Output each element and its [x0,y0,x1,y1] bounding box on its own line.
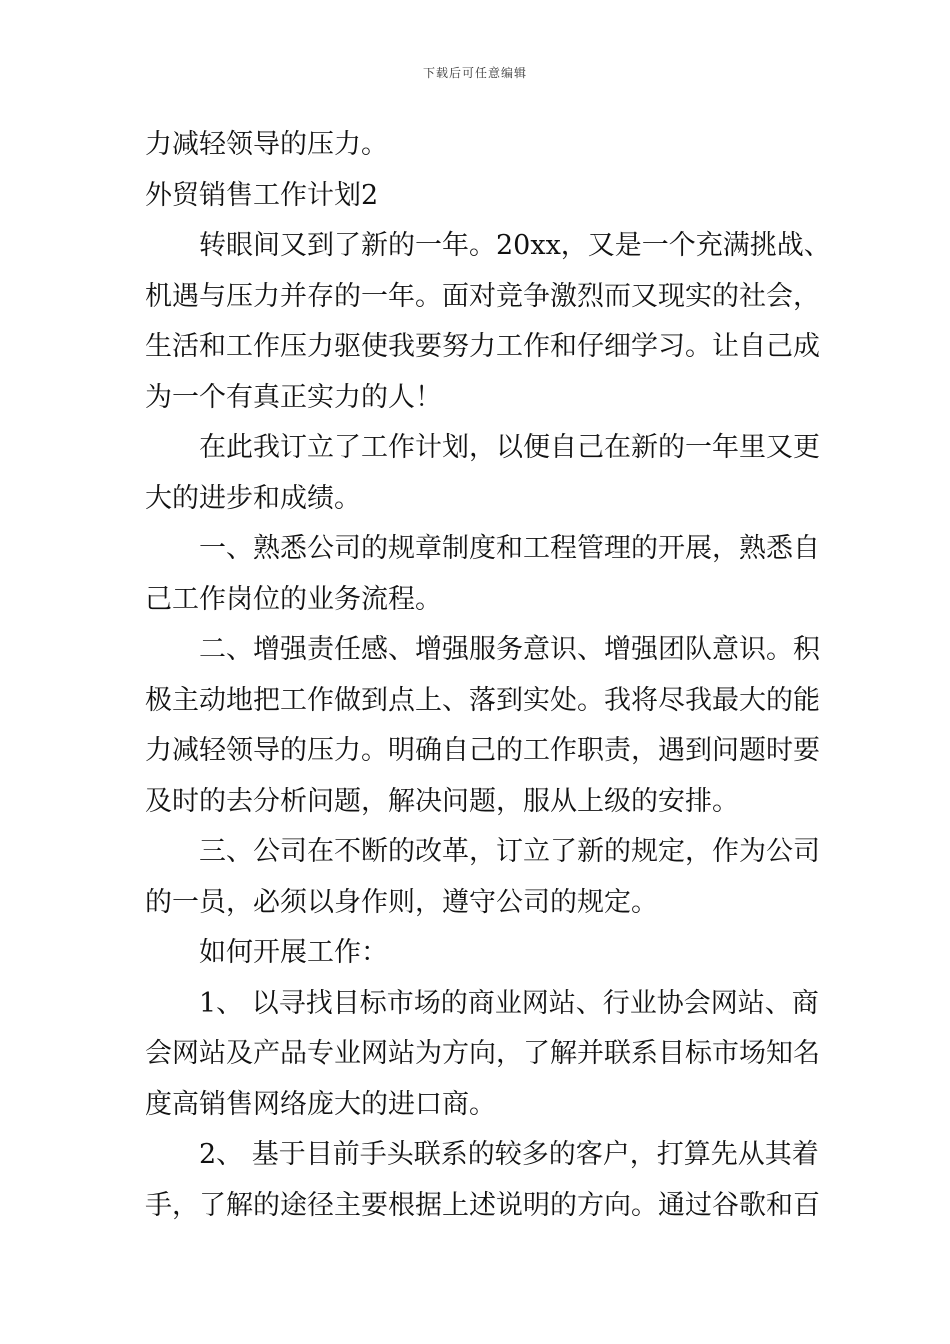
text-line: 生活和工作压力驱使我要努力工作和仔细学习。让自己成 [145,331,820,362]
text-line: 机遇与压力并存的一年。面对竞争激烈而又现实的社会， [145,280,820,312]
text-line: 三、公司在不断的改革，订立了新的规定，作为公司 [199,836,820,867]
text-line: 度高销售网络庞大的进口商。 [145,1088,496,1120]
text-line: 力减轻领导的压力。明确自己的工作职责，遇到问题时要 [145,735,820,766]
text-line: 一、熟悉公司的规章制度和工程管理的开展，熟悉自 [199,533,820,564]
document-body [145,120,831,1231]
text-line: 2、 基于目前手头联系的较多的客户，打算先从其着 [199,1139,819,1170]
text-line: 大的进步和成绩。 [145,482,361,514]
text-line: 转眼间又到了新的一年。20xx，又是一个充满挑战、 [199,230,831,261]
text-line: 手，了解的途径主要根据上述说明的方向。通过谷歌和百 [145,1189,820,1221]
text-line: 二、增强责任感、增强服务意识、增强团队意识。积 [199,634,820,665]
text-line: 为一个有真正实力的人！ [145,381,442,413]
text-line: 会网站及产品专业网站为方向，了解并联系目标市场知名 [145,1038,820,1069]
text-line: 力减轻领导的压力。 [145,129,388,160]
text-line: 及时的去分析问题，解决问题，服从上级的安排。 [145,785,739,817]
text-line: 在此我订立了工作计划，以便自己在新的一年里又更 [199,432,820,463]
page-header: 下载后可任意编辑 [422,66,527,80]
text-line: 外贸销售工作计划2 [145,179,379,211]
text-line: 的一员，必须以身作则，遵守公司的规定。 [145,886,658,918]
text-line: 极主动地把工作做到点上、落到实处。我将尽我最大的能 [145,684,820,716]
text-line: 1、 以寻找目标市场的商业网站、行业协会网站、商 [199,987,819,1019]
text-line: 如何开展工作： [199,937,388,968]
text-line: 己工作岗位的业务流程。 [145,583,442,615]
